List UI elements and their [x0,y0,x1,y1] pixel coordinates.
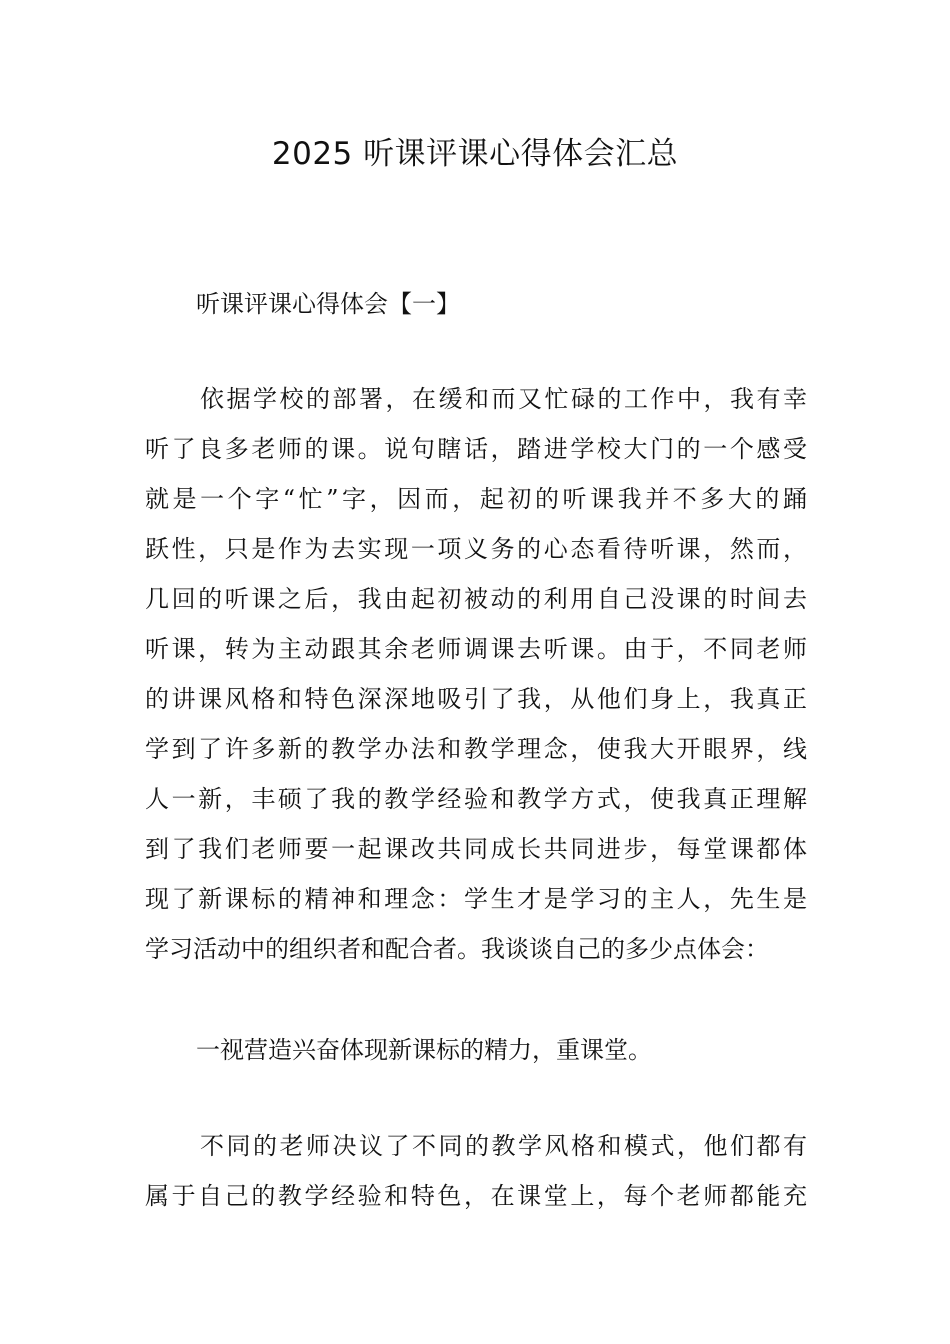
paragraph-line: 听了良多老师的课。说句瞎话，踏进学校大门的一个感受 [145,435,807,463]
paragraph-line: 跃性，只是作为去实现一项义务的心态看待听课，然而， [145,535,807,563]
paragraph-line: 不同的老师决议了不同的教学风格和模式，他们都有 [200,1132,807,1160]
paragraph-line: 到了我们老师要一起课改共同成长共同进步，每堂课都体 [145,835,807,863]
paragraph-line: 学到了许多新的教学办法和教学理念，使我大开眼界，线 [145,735,807,763]
paragraph-line: 就是一个字“忙”字，因而，起初的听课我并不多大的踊 [145,485,807,513]
paragraph-line: 学习活动中的组织者和配合者。我谈谈自己的多少点体会： [145,935,769,963]
paragraph-2 [145,1121,807,1221]
paragraph-1 [145,374,807,974]
paragraph-line: 属于自己的教学经验和特色，在课堂上，每个老师都能充 [145,1182,807,1210]
paragraph-line: 听课，转为主动跟其余老师调课去听课。由于，不同老师 [145,635,807,663]
paragraph-line: 几回的听课之后，我由起初被动的利用自己没课的时间去 [145,585,807,613]
paragraph-line: 依据学校的部署，在缓和而又忙碌的工作中，我有幸 [200,385,807,413]
paragraph-line: 人一新，丰硕了我的教学经验和教学方式，使我真正理解 [145,785,807,813]
document-title: 2025 听课评课心得体会汇总 [271,136,679,172]
paragraph-line: 的讲课风格和特色深深地吸引了我，从他们身上，我真正 [145,685,807,713]
section-heading: 听课评课心得体会【一】 [196,290,460,318]
paragraph-line: 现了新课标的精神和理念：学生才是学习的主人，先生是 [145,885,807,913]
point-heading: 一视营造兴奋体现新课标的精力，重课堂。 [196,1036,652,1064]
